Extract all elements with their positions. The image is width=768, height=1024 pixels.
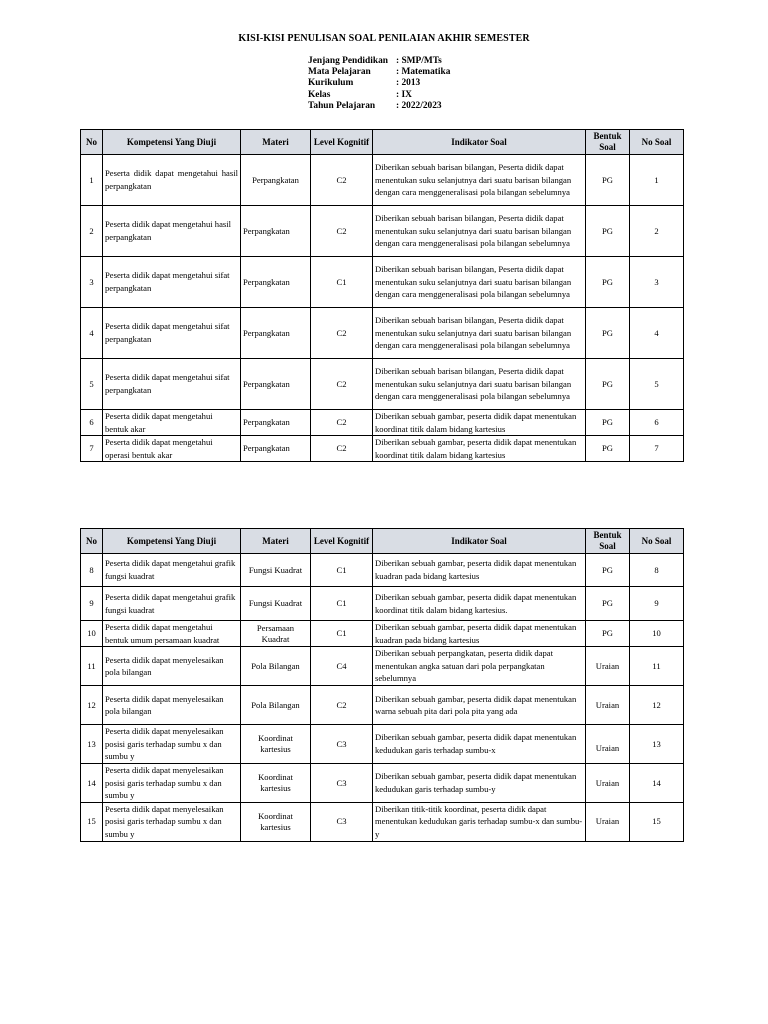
cell-indikator: Diberikan titik-titik koordinat, peserta didik dapat menentukan kedudukan garis terhadap sumbu-x dan sumbu-y [373, 802, 586, 841]
document-title: KISI-KISI PENULISAN SOAL PENILAIAN AKHIR SEMESTER [238, 33, 530, 44]
cell-nosoal: 11 [630, 647, 684, 686]
col-nosoal: No Soal [630, 529, 684, 554]
cell-materi: Perpangkatan [241, 155, 311, 206]
cell-no: 5 [81, 359, 103, 410]
cell-kompetensi: Peserta didik dapat mengetahui operasi bentuk akar [103, 436, 241, 462]
col-level: Level Kognitif [311, 130, 373, 155]
cell-no: 3 [81, 257, 103, 308]
cell-nosoal: 9 [630, 587, 684, 621]
cell-bentuk: PG [586, 621, 630, 647]
cell-level: C1 [311, 621, 373, 647]
cell-no: 13 [81, 725, 103, 764]
kisi-table-2 [80, 528, 684, 842]
cell-kompetensi: Peserta didik dapat mengetahui sifat perpangkatan [103, 308, 241, 359]
cell-level: C3 [311, 725, 373, 764]
cell-no: 11 [81, 647, 103, 686]
cell-no: 6 [81, 410, 103, 436]
cell-materi: Fungsi Kuadrat [241, 587, 311, 621]
meta-row-kurikulum [308, 78, 450, 89]
col-bentuk: Bentuk Soal [586, 130, 630, 155]
cell-materi: Perpangkatan [241, 410, 311, 436]
table-row [81, 155, 684, 206]
cell-bentuk: PG [586, 554, 630, 587]
cell-indikator: Diberikan sebuah perpangkatan, peserta didik dapat menentukan angka satuan dari pola perpangkatan sebelumnya [373, 647, 586, 686]
cell-bentuk: PG [586, 359, 630, 410]
cell-materi: Koordinat kartesius [241, 725, 311, 764]
col-indikator: Indikator Soal [373, 130, 586, 155]
cell-level: C4 [311, 647, 373, 686]
cell-bentuk: Uraian [586, 647, 630, 686]
cell-materi: Pola Bilangan [241, 686, 311, 725]
meta-key: Kelas [308, 89, 331, 100]
cell-materi: Koordinat kartesius [241, 802, 311, 841]
cell-bentuk: Uraian [586, 763, 630, 802]
cell-kompetensi: Peserta didik dapat mengetahui bentuk umum persamaan kuadrat [103, 621, 241, 647]
cell-no: 15 [81, 802, 103, 841]
col-kompetensi: Kompetensi Yang Diuji [103, 529, 241, 554]
meta-key: Jenjang Pendidikan [308, 56, 388, 66]
cell-no: 2 [81, 206, 103, 257]
cell-nosoal: 5 [630, 359, 684, 410]
col-level: Level Kognitif [311, 529, 373, 554]
cell-nosoal: 14 [630, 763, 684, 802]
cell-bentuk: Uraian [586, 686, 630, 725]
cell-indikator: Diberikan sebuah gambar, peserta didik dapat menentukan koordinat titik dalam bidang kartesius. [373, 587, 586, 621]
cell-nosoal: 4 [630, 308, 684, 359]
cell-kompetensi: Peserta didik dapat mengetahui hasil perpangkatan [103, 155, 241, 206]
cell-bentuk: PG [586, 436, 630, 462]
cell-nosoal: 1 [630, 155, 684, 206]
meta-value: : 2022/2023 [396, 100, 442, 111]
cell-indikator: Diberikan sebuah barisan bilangan, Peserta didik dapat menentukan suku selanjutnya dari suatu barisan bilangan dengan cara menggeneralisasi pola bilangan sebelumnya [373, 359, 586, 410]
meta-row-mapel [308, 67, 450, 78]
cell-no: 1 [81, 155, 103, 206]
cell-nosoal: 2 [630, 206, 684, 257]
table-header-row [81, 529, 684, 554]
meta-value: : SMP/MTs [396, 56, 442, 66]
table-row [81, 686, 684, 725]
cell-level: C2 [311, 155, 373, 206]
cell-level: C2 [311, 206, 373, 257]
cell-nosoal: 3 [630, 257, 684, 308]
cell-level: C1 [311, 257, 373, 308]
cell-materi: Pola Bilangan [241, 647, 311, 686]
meta-row-kelas [308, 90, 450, 101]
cell-materi: Perpangkatan [241, 206, 311, 257]
cell-indikator: Diberikan sebuah gambar, peserta didik dapat menentukan warna sebuah pita dari pola pita yang ada [373, 686, 586, 725]
cell-indikator: Diberikan sebuah barisan bilangan, Peserta didik dapat menentukan suku selanjutnya dari suatu barisan bilangan dengan cara menggeneralisasi pola bilangan sebelumnya [373, 206, 586, 257]
meta-value: : IX [396, 89, 412, 100]
table-row [81, 587, 684, 621]
cell-nosoal: 12 [630, 686, 684, 725]
col-no: No [81, 529, 103, 554]
cell-materi: Koordinat kartesius [241, 763, 311, 802]
kisi-table-1 [80, 129, 684, 462]
cell-kompetensi: Peserta didik dapat menyelesaikan pola bilangan [103, 686, 241, 725]
cell-materi: Perpangkatan [241, 359, 311, 410]
table-row [81, 410, 684, 436]
meta-key: Kurikulum [308, 78, 354, 89]
cell-kompetensi: Peserta didik dapat mengetahui grafik fungsi kuadrat [103, 587, 241, 621]
cell-indikator: Diberikan sebuah gambar, peserta didik dapat menentukan koordinat titik dalam bidang kartesius [373, 410, 586, 436]
cell-no: 8 [81, 554, 103, 587]
cell-level: C3 [311, 802, 373, 841]
cell-level: C3 [311, 763, 373, 802]
cell-kompetensi: Peserta didik dapat mengetahui hasil perpangkatan [103, 206, 241, 257]
col-no: No [81, 130, 103, 155]
cell-kompetensi: Peserta didik dapat menyelesaikan pola bilangan [103, 647, 241, 686]
cell-indikator: Diberikan sebuah gambar, peserta didik dapat menentukan koordinat titik dalam bidang kartesius [373, 436, 586, 462]
col-materi: Materi [241, 529, 311, 554]
cell-indikator: Diberikan sebuah barisan bilangan, Peserta didik dapat menentukan suku selanjutnya dari suatu barisan bilangan dengan cara menggeneralisasi pola bilangan sebelumnya [373, 155, 586, 206]
meta-row-jenjang [308, 56, 450, 67]
cell-no: 4 [81, 308, 103, 359]
cell-nosoal: 10 [630, 621, 684, 647]
cell-level: C2 [311, 686, 373, 725]
cell-indikator: Diberikan sebuah gambar, peserta didik dapat menentukan kedudukan garis terhadap sumbu-x [373, 725, 586, 764]
document-meta [308, 56, 450, 112]
cell-kompetensi: Peserta didik dapat mengetahui sifat perpangkatan [103, 257, 241, 308]
cell-no: 14 [81, 763, 103, 802]
table-header-row [81, 130, 684, 155]
table-row [81, 257, 684, 308]
cell-indikator: Diberikan sebuah gambar, peserta didik dapat menentukan kedudukan garis terhadap sumbu-y [373, 763, 586, 802]
cell-materi: Fungsi Kuadrat [241, 554, 311, 587]
cell-bentuk: PG [586, 257, 630, 308]
cell-bentuk: PG [586, 206, 630, 257]
cell-materi: Perpangkatan [241, 257, 311, 308]
table-row [81, 554, 684, 587]
col-materi: Materi [241, 130, 311, 155]
cell-bentuk: PG [586, 155, 630, 206]
table-row [81, 308, 684, 359]
cell-no: 7 [81, 436, 103, 462]
col-kompetensi: Kompetensi Yang Diuji [103, 130, 241, 155]
cell-nosoal: 13 [630, 725, 684, 764]
cell-no: 12 [81, 686, 103, 725]
col-indikator: Indikator Soal [373, 529, 586, 554]
cell-nosoal: 8 [630, 554, 684, 587]
meta-value: : 2013 [396, 78, 421, 89]
meta-value: : Matematika [396, 67, 451, 78]
cell-kompetensi: Peserta didik dapat menyelesaikan posisi garis terhadap sumbu x dan sumbu y [103, 725, 241, 764]
cell-nosoal: 6 [630, 410, 684, 436]
cell-level: C2 [311, 410, 373, 436]
col-nosoal: No Soal [630, 130, 684, 155]
cell-level: C2 [311, 359, 373, 410]
table-row [81, 763, 684, 802]
cell-nosoal: 15 [630, 802, 684, 841]
meta-row-tahun [308, 101, 450, 112]
cell-kompetensi: Peserta didik dapat mengetahui sifat perpangkatan [103, 359, 241, 410]
table-row [81, 206, 684, 257]
cell-nosoal: 7 [630, 436, 684, 462]
cell-no: 10 [81, 621, 103, 647]
cell-materi: Perpangkatan [241, 308, 311, 359]
meta-key: Mata Pelajaran [308, 67, 371, 78]
cell-kompetensi: Peserta didik dapat mengetahui bentuk akar [103, 410, 241, 436]
cell-level: C1 [311, 554, 373, 587]
table-row [81, 359, 684, 410]
cell-bentuk: Uraian [586, 802, 630, 841]
cell-kompetensi: Peserta didik dapat menyelesaikan posisi garis terhadap sumbu x dan sumbu y [103, 763, 241, 802]
cell-materi: Perpangkatan [241, 436, 311, 462]
cell-bentuk: PG [586, 308, 630, 359]
cell-bentuk: PG [586, 587, 630, 621]
table-row [81, 725, 684, 764]
cell-bentuk: Uraian [586, 725, 630, 764]
cell-materi: Persamaan Kuadrat [241, 621, 311, 647]
cell-level: C1 [311, 587, 373, 621]
cell-level: C2 [311, 308, 373, 359]
cell-indikator: Diberikan sebuah gambar, peserta didik dapat menentukan kuadran pada bidang kartesius [373, 621, 586, 647]
cell-level: C2 [311, 436, 373, 462]
cell-kompetensi: Peserta didik dapat menyelesaikan posisi garis terhadap sumbu x dan sumbu y [103, 802, 241, 841]
cell-indikator: Diberikan sebuah barisan bilangan, Peserta didik dapat menentukan suku selanjutnya dari suatu barisan bilangan dengan cara menggeneralisasi pola bilangan sebelumnya [373, 257, 586, 308]
cell-no: 9 [81, 587, 103, 621]
col-bentuk: Bentuk Soal [586, 529, 630, 554]
cell-bentuk: PG [586, 410, 630, 436]
cell-indikator: Diberikan sebuah barisan bilangan, Peserta didik dapat menentukan suku selanjutnya dari suatu barisan bilangan dengan cara menggeneralisasi pola bilangan sebelumnya [373, 308, 586, 359]
table-row [81, 647, 684, 686]
cell-indikator: Diberikan sebuah gambar, peserta didik dapat menentukan kuadran pada bidang kartesius [373, 554, 586, 587]
table-row [81, 621, 684, 647]
table-row [81, 436, 684, 462]
meta-key: Tahun Pelajaran [308, 100, 376, 111]
cell-kompetensi: Peserta didik dapat mengetahui grafik fungsi kuadrat [103, 554, 241, 587]
table-row [81, 802, 684, 841]
